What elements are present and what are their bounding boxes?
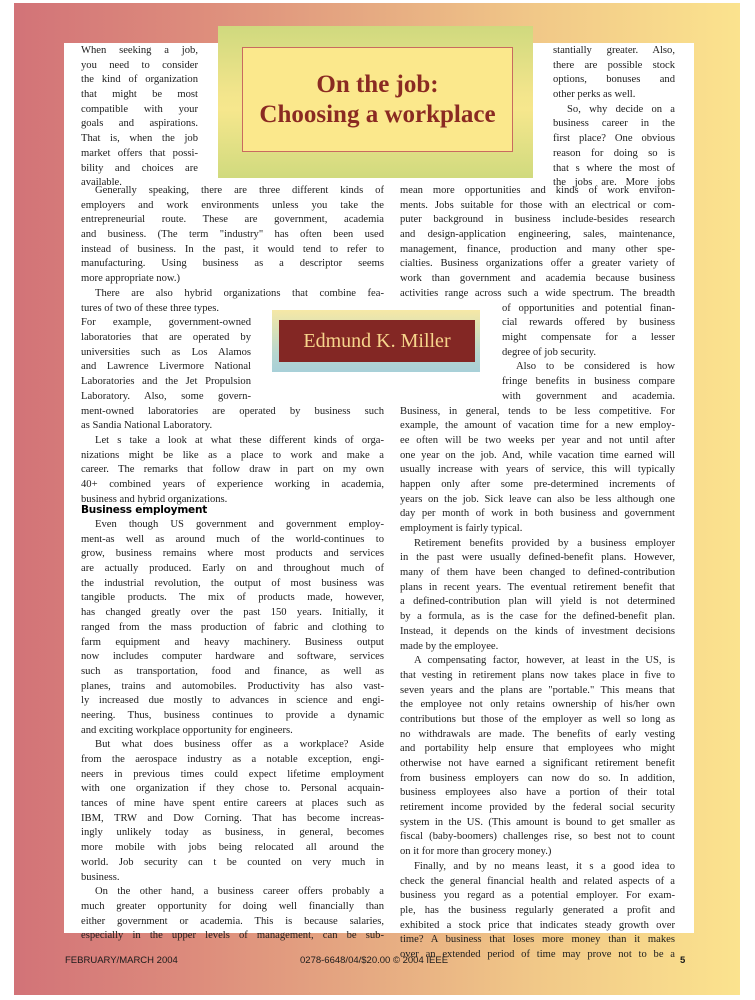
- text-line: mean more opportunities and kinds of work environ-: [400, 185, 675, 196]
- text-line: That is, when the job: [81, 133, 198, 145]
- text-line: Laboratories and the Jet Propulsion: [81, 376, 251, 388]
- author-box: [272, 310, 480, 372]
- text-line: manufacturing. Using business as a descriptor seems: [81, 258, 384, 270]
- text-line: laboratories that are operated by: [81, 331, 251, 343]
- text-line: Retirement benefits provided by a business employer: [414, 537, 675, 549]
- text-line: made by the employee.: [400, 640, 499, 652]
- text-line: cial rewards offered by business: [502, 317, 675, 329]
- text-line: For example, government-owned: [81, 317, 251, 329]
- text-line: IBM, TRW and Dow Corning. That has become increas-: [81, 812, 384, 824]
- text-line: grow, business remains where most products and services: [81, 548, 384, 560]
- text-line: employment is fairly typical.: [400, 523, 523, 534]
- text-line: such as transportation, food and finance, as well as: [81, 665, 384, 677]
- text-line: by a formula, as is the case for the defined-benefit plan.: [400, 611, 675, 623]
- text-line: neering. Thus, business continues to provide a dynamic: [81, 709, 384, 721]
- text-line: stantially greater. Also,: [553, 45, 675, 56]
- text-line: There are also hybrid organizations that combine fea-: [95, 287, 384, 299]
- text-line: with government and academia.: [502, 390, 675, 402]
- text-line: Business, in general, tends to be less competitive. For: [400, 405, 675, 417]
- text-line: ranged from the mass production of fabric and clothing to: [81, 621, 384, 633]
- article-title-line-1: On the job:: [316, 70, 439, 98]
- right-top-paragraph: [553, 44, 675, 191]
- left-paragraph-3-wide: [81, 405, 384, 508]
- text-line: check the general financial health and related aspects of a: [400, 875, 675, 887]
- text-line: and Lawrence Livermore National: [81, 361, 251, 373]
- right-paragraph-beside-author: [502, 302, 675, 405]
- text-line: time? A business that loses more money than it makes: [400, 934, 675, 946]
- text-line: So, why decide on a: [567, 103, 675, 115]
- text-line: Finally, and by no means least, it s a good idea to: [414, 860, 675, 872]
- text-line: When seeking a job,: [81, 45, 198, 56]
- text-line: ee often will be two weeks per year and not until after: [400, 434, 675, 446]
- text-line: employers and work environments unless you take the: [81, 199, 384, 211]
- text-line: more mobile with jobs being relocated all around the: [81, 842, 384, 854]
- text-line: system in the US. (This amount is bound to get smaller as: [400, 816, 675, 828]
- text-line: no withdrawals are made. The benefits of early vesting: [400, 728, 675, 740]
- text-line: A compensating factor, however, at least in the US, is: [414, 655, 675, 667]
- text-line: cialties. Business organizations offer a greater variety of: [400, 258, 675, 270]
- left-paragraph-3-narrow: [81, 302, 251, 405]
- text-line: you need to consider: [81, 59, 198, 71]
- text-line: puter background in business include-besides research: [400, 214, 675, 226]
- text-line: business and hybrid organizations.: [81, 493, 228, 505]
- text-line: seven years and the plans are "portable." This means that: [400, 684, 675, 696]
- left-paragraph-2: [81, 184, 384, 302]
- text-line: Also to be considered is how: [516, 361, 675, 373]
- text-line: ingly unlikely today as business, in general, becomes: [81, 827, 384, 839]
- title-inner-box: [242, 47, 513, 152]
- text-line: Laboratory. Also, some govern-: [81, 390, 251, 402]
- text-line: example, the amount of vacation time for a new employ-: [400, 420, 675, 432]
- left-intro-paragraph: [81, 44, 198, 191]
- text-line: the industrial revolution, the output of most business was: [81, 577, 384, 589]
- text-line: nizations might be like as a place to work and make a: [81, 449, 384, 461]
- text-line: Generally speaking, there are three different kinds of: [95, 185, 384, 196]
- text-line: otherwise not have earned a significant retirement benefit: [400, 758, 675, 769]
- text-line: bility and choices are: [81, 162, 198, 174]
- text-line: market offers that possi-: [81, 147, 198, 159]
- text-line: with one organization if they chose to. Personal acquain-: [81, 783, 384, 795]
- text-line: either government or academia. This is because salaries,: [81, 915, 384, 927]
- title-box: [218, 26, 533, 178]
- left-business-section: [81, 503, 384, 944]
- text-line: day per month of work in both business and government: [400, 508, 675, 520]
- text-line: there are possible stock: [553, 59, 675, 71]
- text-line: management, finance, production and many other spe-: [400, 243, 675, 255]
- text-line: instead of business. In the past, it would tend to refer to: [81, 243, 384, 255]
- text-line: usually increase with years of service, this will typically: [400, 464, 675, 476]
- text-line: available.: [81, 177, 122, 189]
- text-line: Instead, it depends on the kinds of investment decisions: [400, 625, 675, 637]
- text-line: might compensate for a lesser: [502, 331, 675, 343]
- text-line: the kind of organization: [81, 74, 198, 86]
- footer-copyright: 0278-6648/04/$20.00 © 2004 IEEE: [300, 955, 449, 966]
- text-line: degree of job security.: [502, 346, 597, 358]
- text-line: business employees also have a portion of their total: [400, 787, 675, 799]
- text-line: farm equipment and heavy machinery. Business output: [81, 636, 384, 648]
- text-line: especially in the upper levels of management, can be sub-: [81, 930, 384, 942]
- text-line: retirement income provided by the federal social security: [400, 802, 675, 814]
- text-line: one year on the job. And, while vacation time earned will: [400, 449, 675, 461]
- text-line: first place? One obvious: [553, 133, 675, 145]
- text-line: reason for doing so is: [553, 147, 675, 159]
- text-line: as Sandia National Laboratory.: [81, 420, 213, 432]
- text-line: 40+ combined years of experience working in academia,: [81, 478, 384, 490]
- text-line: are actually produced. Early on and throughout much of: [81, 563, 384, 575]
- text-line: world. Job security can t be counted on very much in: [81, 856, 384, 868]
- text-line: ment-owned laboratories are operated by business such: [81, 405, 384, 417]
- text-line: planes, trains and automobiles. Productivity has also vast-: [81, 680, 384, 692]
- text-line: entrepreneurial route. These are government, academia: [81, 214, 384, 226]
- text-line: many of them have been changed to defined-contribution: [400, 567, 675, 579]
- text-line: the employee not only retains ownership of his/her own: [400, 699, 675, 711]
- text-line: Even though US government and government employ-: [95, 519, 384, 530]
- text-line: over an extended period of time may prove not to be a: [400, 948, 675, 960]
- text-line: tances of mine have spent entire careers at places such as: [81, 798, 384, 810]
- text-line: on it for more than grocery money.): [400, 846, 552, 858]
- text-line: neers in previous times could expect lifetime employment: [81, 768, 384, 780]
- text-line: universities such as Los Alamos: [81, 346, 251, 358]
- text-line: of opportunities and potential finan-: [502, 302, 675, 314]
- text-line: now includes computer hardware and software, services: [81, 651, 384, 663]
- text-line: work than government and academia because business: [400, 273, 675, 285]
- right-paragraph-2-wide: [400, 184, 675, 302]
- author-inner-box: [279, 320, 475, 362]
- text-line: in the past were usually defined-benefit plans. However,: [400, 552, 675, 564]
- text-line: options, bonuses and: [553, 74, 675, 86]
- text-line: compatible with your: [81, 103, 198, 115]
- text-line: ments. Jobs suitable for those with an electrical or com-: [400, 199, 675, 211]
- text-line: tangible products. The mix of products made, however,: [81, 592, 384, 604]
- text-line: fiscal (baby-boomers) challenges rise, so best not to count: [400, 831, 675, 843]
- text-line: from business employers can now do so. In addition,: [400, 772, 675, 784]
- text-line: ple, has the business regularly generated a profit and: [400, 904, 675, 916]
- text-line: from the aerospace industry as a notable exception, engi-: [81, 754, 384, 765]
- text-line: ment-as well as around much of the world-continues to: [81, 533, 384, 545]
- text-line: the jobs are. More jobs: [553, 177, 675, 189]
- footer-page-number: 5: [680, 955, 686, 966]
- text-line: ly increased due mostly to advances in science and engi-: [81, 695, 384, 707]
- text-line: and design-application engineering, sales, maintenance,: [400, 229, 675, 241]
- text-line: that might be most: [81, 89, 198, 101]
- text-line: activities range across such a wide spectrum. The breadth: [400, 287, 675, 299]
- text-line: and exciting workplace opportunity for engineers.: [81, 724, 293, 736]
- text-line: Let s take a look at what these different kinds of orga-: [95, 434, 384, 446]
- text-line: tures of two of these three types.: [81, 302, 219, 314]
- text-line: that s where the most of: [553, 162, 675, 174]
- text-line: that vesting in retirement plans now takes place in five to: [400, 669, 675, 681]
- text-line: contributions but those of the employer as well so long as: [400, 713, 675, 725]
- text-line: plans in recent years. The eventual retirement benefit that: [400, 581, 675, 593]
- text-line: business.: [81, 871, 120, 883]
- text-line: and portability help ensure that employees who might: [400, 743, 675, 755]
- text-line: years on the job. Sick leave can also be less although one: [400, 493, 675, 505]
- text-line: and business. (The term "industry" has often been used: [81, 229, 384, 241]
- section-heading-business-employment: Business employment: [81, 504, 208, 516]
- text-line: a defined-contribution plan will yield is not determined: [400, 596, 675, 608]
- footer-issue-date: FEBRUARY/MARCH 2004: [65, 955, 178, 966]
- text-line: fringe benefits in business compare: [502, 376, 675, 388]
- text-line: business career in the: [553, 118, 675, 130]
- text-line: exhibited a stock price that indicates steady growth over: [400, 919, 675, 931]
- text-line: other perks as well.: [553, 89, 636, 101]
- text-line: much greater opportunity for doing well financially than: [81, 900, 384, 912]
- author-name: Edmund K. Miller: [303, 329, 451, 352]
- text-line: business you regard as a potential employer. For exam-: [400, 890, 675, 902]
- text-line: more appropriate now.): [81, 273, 181, 285]
- text-line: On the other hand, a business career offers probably a: [95, 886, 384, 898]
- text-line: career. The remarks that follow draw in part on my own: [81, 464, 384, 476]
- text-line: has changed greatly over the past 150 years. Initially, it: [81, 607, 384, 619]
- text-line: goals and aspirations.: [81, 118, 198, 130]
- text-line: But what does business offer as a workplace? Aside: [95, 739, 384, 751]
- article-title-line-2: Choosing a workplace: [259, 100, 496, 128]
- right-paragraph-lower: [400, 405, 675, 963]
- text-line: happen only after some pre-determined increments of: [400, 478, 675, 490]
